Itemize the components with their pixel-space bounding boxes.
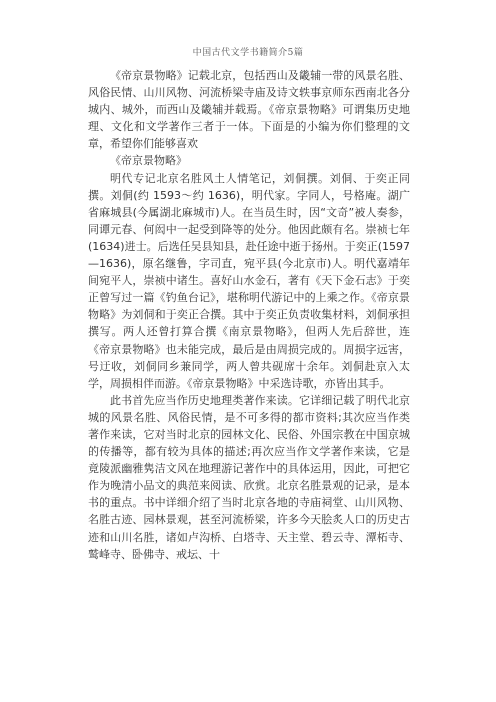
document-header: 中国古代文学书籍简介5篇 <box>192 48 304 58</box>
intro-paragraph: 《帝京景物略》记载北京，包括西山及畿辅一带的风景名胜、风俗民情、山川风物、河流桥梁寺庙及诗文轶事京师东西南北各分城内、城外，而西山及畿辅并载焉。《帝京景物略》可谓集历史地理、文化和文学著作三者于一体。下面是的小编为你们整理的文章，希望你们能够喜欢 <box>88 69 410 151</box>
author-paragraph: 明代专记北京名胜风土人情笔记，刘侗撰。刘侗、于奕正同撰。刘侗(约 1593～约 1636)，明代家。字同人，号格庵。湖广省麻城县(今属湖北麻城市)人。在当员生时，因“文奇”被人奏参，同谭元春、何闳中一起受到降等的处分。他因此颇有名。崇祯七年(1634)进士。后选任吴县知县，赴任途中逝于扬州。于奕正(1597—1636)，原名继鲁，字司直，宛平县(今北京市)人。明代嘉靖年间宛平人，崇祯中诸生。喜好山水金石，著有《天下金石志》于奕正曾写过一篇《钓鱼台记》，堪称明代游记中的上乘之作。《帝京景物略》为刘侗和于奕正合撰。其中于奕正负责收集材料，刘侗承担撰写。两人还曾打算合撰《南京景物略》，但两人先后辞世，连《帝京景物略》也未能完成，最后是由周损完成的。周损字远害，号迂收，刘侗同乡兼同学，两人曾共砚席十余年。刘侗赴京入太学，周损相伴而游。《帝京景物略》中采选诗歌，亦皆出其手。 <box>88 171 410 390</box>
document-body <box>88 67 410 563</box>
section-heading: 《帝京景物略》 <box>110 154 187 168</box>
content-paragraph: 此书首先应当作历史地理类著作来读。它详细记载了明代北京城的风景名胜、风俗民情，是不可多得的都市资料;其次应当作类著作来读，它对当时北京的园林文化、民俗、外国宗教在中国京城的传播等，都有较为具体的描述;再次应当作文学著作来读，它是竟陵派幽雅隽洁文风在地理游记著作中的具体运用，因此，可把它作为晚清小品文的典范来阅读、欣赏。北京名胜景观的记录，是本书的重点。书中详细介绍了当时北京各地的寺庙祠堂、山川风物、名胜古迹、园林景观，甚至河流桥梁，许多今天脍炙人口的历史古迹和山川名胜，诸如卢沟桥、白塔寺、天主堂、碧云寺、潭柘寺、鹫峰寺、卧佛寺、戒坛、十 <box>88 393 410 561</box>
